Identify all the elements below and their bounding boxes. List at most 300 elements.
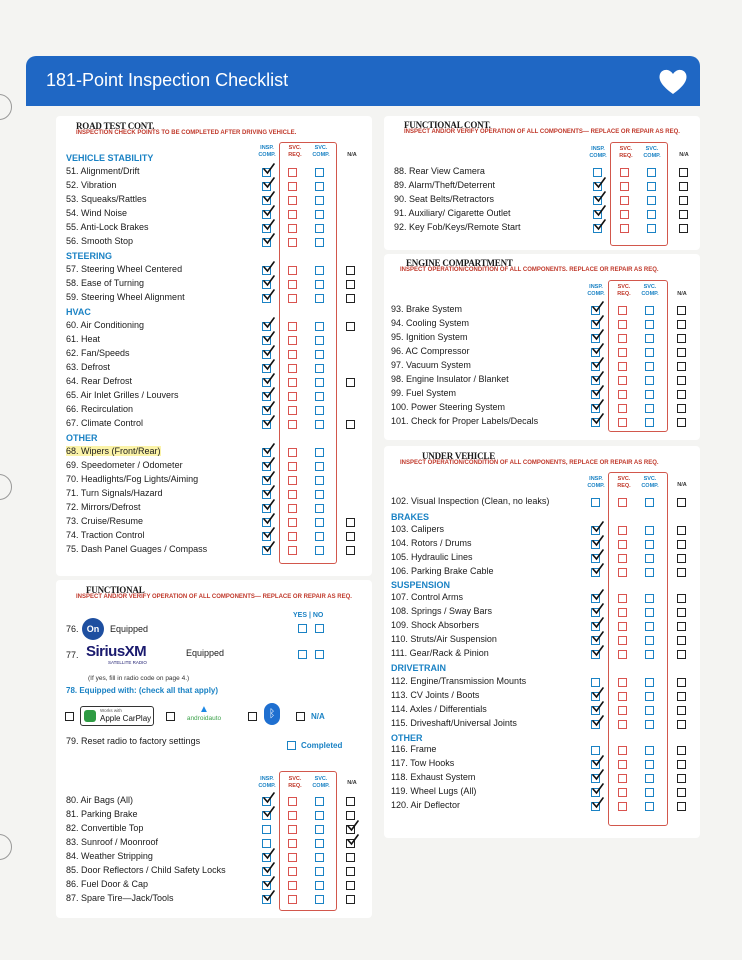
under-vehicle-title: UNDER VEHICLE [422, 451, 495, 461]
svc-comp-checkbox[interactable] [645, 774, 654, 783]
onstar-equipped-label: Equipped [110, 624, 149, 634]
checkmark-icon [263, 848, 275, 860]
svc-comp-checkbox[interactable] [645, 362, 654, 371]
checkmark-icon [263, 862, 275, 874]
svc-comp-checkbox[interactable] [315, 476, 324, 485]
na-checkbox[interactable] [677, 692, 686, 701]
checkmark-icon [263, 177, 275, 189]
svc-comp-checkbox[interactable] [645, 404, 654, 413]
col-svc-comp: SVC. COMP. [312, 776, 330, 789]
col-insp-comp: INSP. COMP. [589, 146, 607, 159]
svc-comp-checkbox[interactable] [645, 320, 654, 329]
svc-comp-checkbox[interactable] [645, 334, 654, 343]
checklist-item: 62. Fan/Speeds [66, 348, 130, 358]
svc-comp-checkbox[interactable] [645, 594, 654, 603]
na-checkbox[interactable] [679, 224, 688, 233]
checklist-item: 56. Smooth Stop [66, 236, 134, 246]
checkmark-icon [263, 806, 275, 818]
insp-comp-checkbox[interactable] [593, 168, 602, 177]
na-checkbox[interactable] [677, 334, 686, 343]
svc-req-checkbox[interactable] [288, 378, 297, 387]
checkmark-icon [263, 317, 275, 329]
checkmark-icon [592, 563, 604, 575]
svc-comp-checkbox[interactable] [645, 636, 654, 645]
svc-req-checkbox[interactable] [288, 168, 297, 177]
svc-req-checkbox[interactable] [618, 760, 627, 769]
svc-comp-checkbox[interactable] [315, 294, 324, 303]
svc-req-checkbox[interactable] [618, 334, 627, 343]
checklist-item: 109. Shock Absorbers [391, 620, 480, 630]
svc-comp-checkbox[interactable] [647, 210, 656, 219]
checkmark-icon [263, 191, 275, 203]
checkmark-icon [263, 485, 275, 497]
svc-comp-checkbox[interactable] [645, 498, 654, 507]
checklist-item: 97. Vacuum System [391, 360, 471, 370]
checkmark-icon [594, 219, 606, 231]
svc-req-checkbox[interactable] [288, 392, 297, 401]
svc-req-checkbox[interactable] [288, 811, 297, 820]
sirius-no-checkbox[interactable] [315, 650, 324, 659]
svc-req-checkbox[interactable] [618, 692, 627, 701]
checklist-item: 60. Air Conditioning [66, 320, 145, 330]
na-checkbox[interactable] [346, 811, 355, 820]
svc-column-frame [608, 280, 668, 432]
svc-comp-checkbox[interactable] [645, 692, 654, 701]
svc-comp-checkbox[interactable] [315, 811, 324, 820]
svc-req-checkbox[interactable] [288, 182, 297, 191]
checklist-item: 68. Wipers (Front/Rear) [66, 446, 161, 456]
cat-drivetrain: DRIVETRAIN [391, 663, 447, 673]
onstar-number: 76. [66, 624, 79, 634]
svc-comp-checkbox[interactable] [645, 554, 654, 563]
na-checkbox[interactable] [677, 376, 686, 385]
checkmark-icon [592, 797, 604, 809]
checkmark-icon [263, 792, 275, 804]
checklist-item: 54. Wind Noise [66, 208, 128, 218]
svc-comp-checkbox[interactable] [645, 650, 654, 659]
checklist-item: 117. Tow Hooks [391, 758, 455, 768]
na-checkbox[interactable] [677, 568, 686, 577]
checkmark-icon [592, 399, 604, 411]
cat-suspension: SUSPENSION [391, 580, 451, 590]
checkmark-icon [592, 755, 604, 767]
svc-comp-checkbox[interactable] [645, 526, 654, 535]
na-checkbox[interactable] [679, 182, 688, 191]
checklist-item: 114. Axles / Differentials [391, 704, 487, 714]
svc-req-checkbox[interactable] [618, 802, 627, 811]
insp-comp-checkbox[interactable] [591, 746, 600, 755]
engine-title: ENGINE COMPARTMENT [406, 258, 513, 268]
svc-comp-checkbox[interactable] [645, 540, 654, 549]
svc-req-checkbox[interactable] [618, 678, 627, 687]
col-svc-req: SVC. REQ. [619, 146, 633, 159]
svc-comp-checkbox[interactable] [315, 224, 324, 233]
checklist-item: 63. Defrost [66, 362, 111, 372]
checklist-item: 55. Anti-Lock Brakes [66, 222, 149, 232]
svc-comp-checkbox[interactable] [315, 336, 324, 345]
checklist-item: 58. Ease of Turning [66, 278, 145, 288]
equipped-na-checkbox[interactable] [296, 712, 305, 721]
na-checkbox[interactable] [677, 622, 686, 631]
na-checkbox[interactable] [346, 378, 355, 387]
svc-req-checkbox[interactable] [288, 476, 297, 485]
svc-comp-checkbox[interactable] [315, 238, 324, 247]
svc-comp-checkbox[interactable] [645, 348, 654, 357]
svc-req-checkbox[interactable] [288, 504, 297, 513]
svc-req-checkbox[interactable] [618, 526, 627, 535]
svc-req-checkbox[interactable] [288, 406, 297, 415]
svc-req-checkbox[interactable] [618, 636, 627, 645]
svc-comp-checkbox[interactable] [645, 568, 654, 577]
na-checkbox[interactable] [677, 306, 686, 315]
col-na: N/A [679, 152, 689, 158]
checklist-item: 53. Squeaks/Rattles [66, 194, 147, 204]
svc-comp-checkbox[interactable] [315, 378, 324, 387]
checklist-item: 88. Rear View Camera [394, 166, 485, 176]
svc-comp-checkbox[interactable] [315, 168, 324, 177]
na-checkbox[interactable] [346, 266, 355, 275]
android-auto-checkbox[interactable] [166, 712, 175, 721]
na-checkbox[interactable] [677, 418, 686, 427]
checkmark-icon [594, 191, 606, 203]
checkmark-icon [592, 385, 604, 397]
svc-comp-checkbox[interactable] [315, 895, 324, 904]
na-checkbox[interactable] [677, 540, 686, 549]
na-checkbox[interactable] [677, 390, 686, 399]
svc-req-checkbox[interactable] [618, 594, 627, 603]
checklist-item: 108. Springs / Sway Bars [391, 606, 493, 616]
svc-comp-checkbox[interactable] [315, 546, 324, 555]
svc-req-checkbox[interactable] [620, 224, 629, 233]
svc-comp-checkbox[interactable] [645, 706, 654, 715]
checkmark-icon [263, 541, 275, 553]
svc-req-checkbox[interactable] [288, 350, 297, 359]
insp-comp-checkbox[interactable] [262, 825, 271, 834]
checkmark-icon [263, 457, 275, 469]
svc-comp-checkbox[interactable] [645, 390, 654, 399]
svc-comp-checkbox[interactable] [315, 420, 324, 429]
na-checkbox[interactable] [346, 518, 355, 527]
na-checkbox[interactable] [677, 404, 686, 413]
checkmark-icon [592, 301, 604, 313]
na-checkbox[interactable] [677, 554, 686, 563]
checkmark-icon [263, 513, 275, 525]
checkmark-icon [592, 521, 604, 533]
svc-req-checkbox[interactable] [288, 518, 297, 527]
svc-req-checkbox[interactable] [288, 224, 297, 233]
na-checkbox[interactable] [677, 594, 686, 603]
svc-req-checkbox[interactable] [288, 825, 297, 834]
bluetooth-icon: ᛒ [264, 703, 280, 725]
carplay-checkbox[interactable] [65, 712, 74, 721]
svc-req-checkbox[interactable] [618, 788, 627, 797]
na-checkbox[interactable] [677, 760, 686, 769]
svc-comp-checkbox[interactable] [645, 802, 654, 811]
na-checkbox[interactable] [346, 797, 355, 806]
checklist-item: 66. Recirculation [66, 404, 134, 414]
insp-comp-checkbox[interactable] [591, 498, 600, 507]
onstar-yes-checkbox[interactable] [298, 624, 307, 633]
checkmark-icon [347, 820, 359, 832]
checkmark-icon [592, 535, 604, 547]
na-checkbox[interactable] [677, 608, 686, 617]
svc-req-checkbox[interactable] [288, 196, 297, 205]
svc-comp-checkbox[interactable] [315, 280, 324, 289]
svc-comp-checkbox[interactable] [315, 518, 324, 527]
svc-comp-checkbox[interactable] [315, 853, 324, 862]
na-checkbox[interactable] [677, 720, 686, 729]
checkmark-icon [592, 343, 604, 355]
svc-comp-checkbox[interactable] [315, 266, 324, 275]
svc-comp-checkbox[interactable] [315, 504, 324, 513]
insp-comp-checkbox[interactable] [262, 839, 271, 848]
svc-req-checkbox[interactable] [618, 650, 627, 659]
insp-comp-checkbox[interactable] [591, 678, 600, 687]
bluetooth-checkbox[interactable] [248, 712, 257, 721]
svc-comp-checkbox[interactable] [647, 224, 656, 233]
na-checkbox[interactable] [677, 774, 686, 783]
svc-req-checkbox[interactable] [288, 881, 297, 890]
svc-req-checkbox[interactable] [618, 774, 627, 783]
checkmark-icon [592, 603, 604, 615]
svc-comp-checkbox[interactable] [315, 392, 324, 401]
na-checkbox[interactable] [677, 362, 686, 371]
svc-comp-checkbox[interactable] [315, 839, 324, 848]
na-checkbox[interactable] [677, 526, 686, 535]
svc-comp-checkbox[interactable] [315, 364, 324, 373]
svc-req-checkbox[interactable] [618, 720, 627, 729]
checklist-item: 87. Spare Tire—Jack/Tools [66, 893, 174, 903]
checkmark-icon [263, 233, 275, 245]
svc-req-checkbox[interactable] [288, 364, 297, 373]
svc-req-checkbox[interactable] [618, 608, 627, 617]
cat-brakes: BRAKES [391, 512, 430, 522]
svc-req-checkbox[interactable] [618, 362, 627, 371]
col-svc-req: SVC. REQ. [617, 284, 631, 297]
svc-comp-checkbox[interactable] [315, 825, 324, 834]
na-checkbox[interactable] [677, 650, 686, 659]
svc-comp-checkbox[interactable] [315, 867, 324, 876]
svc-req-checkbox[interactable] [618, 622, 627, 631]
svc-comp-checkbox[interactable] [645, 306, 654, 315]
svc-comp-checkbox[interactable] [645, 788, 654, 797]
col-insp-comp: INSP. COMP. [587, 284, 605, 297]
svc-comp-checkbox[interactable] [647, 182, 656, 191]
checklist-item: 83. Sunroof / Moonroof [66, 837, 159, 847]
siriusxm-logo: SiriusXM SATELLITE RADIO [86, 643, 147, 665]
na-checkbox[interactable] [346, 895, 355, 904]
checkmark-icon [263, 415, 275, 427]
svc-comp-checkbox[interactable] [315, 532, 324, 541]
na-checkbox[interactable] [346, 420, 355, 429]
na-checkbox[interactable] [677, 802, 686, 811]
na-checkbox[interactable] [679, 210, 688, 219]
road-test-title: ROAD TEST CONT. [76, 121, 155, 131]
col-svc-comp: SVC. COMP. [641, 476, 659, 489]
checkmark-icon [592, 413, 604, 425]
svc-comp-checkbox[interactable] [315, 490, 324, 499]
svc-comp-checkbox[interactable] [645, 608, 654, 617]
checkmark-icon [592, 315, 604, 327]
svc-req-checkbox[interactable] [288, 420, 297, 429]
na-checkbox[interactable] [346, 853, 355, 862]
checkmark-icon [263, 527, 275, 539]
svc-comp-checkbox[interactable] [645, 376, 654, 385]
svc-comp-checkbox[interactable] [645, 720, 654, 729]
svc-req-checkbox[interactable] [618, 390, 627, 399]
svc-req-checkbox[interactable] [288, 322, 297, 331]
svc-req-checkbox[interactable] [620, 210, 629, 219]
heart-logo-icon [656, 64, 690, 98]
na-checkbox[interactable] [679, 196, 688, 205]
svc-req-checkbox[interactable] [288, 238, 297, 247]
punch-hole [0, 94, 12, 120]
svc-req-checkbox[interactable] [618, 554, 627, 563]
svc-req-checkbox[interactable] [618, 746, 627, 755]
checklist-item: 82. Convertible Top [66, 823, 144, 833]
equipped-na-label: N/A [311, 712, 325, 721]
na-checkbox[interactable] [346, 867, 355, 876]
checkmark-icon [594, 177, 606, 189]
checkmark-icon [592, 715, 604, 727]
checklist-item: 52. Vibration [66, 180, 117, 190]
checklist-item: 84. Weather Stripping [66, 851, 153, 861]
svc-comp-checkbox[interactable] [315, 448, 324, 457]
svc-req-checkbox[interactable] [288, 546, 297, 555]
svc-req-checkbox[interactable] [288, 839, 297, 848]
checkmark-icon [263, 275, 275, 287]
svc-req-checkbox[interactable] [288, 797, 297, 806]
svc-comp-checkbox[interactable] [645, 678, 654, 687]
svc-comp-checkbox[interactable] [645, 418, 654, 427]
svc-req-checkbox[interactable] [618, 404, 627, 413]
sirius-yes-checkbox[interactable] [298, 650, 307, 659]
checklist-item: 61. Heat [66, 334, 101, 344]
checkmark-icon [592, 617, 604, 629]
page-header [26, 56, 700, 106]
checklist-item: 80. Air Bags (All) [66, 795, 134, 805]
svc-req-checkbox[interactable] [288, 462, 297, 471]
svc-comp-checkbox[interactable] [645, 622, 654, 631]
svc-comp-checkbox[interactable] [315, 406, 324, 415]
checklist-item: 102. Visual Inspection (Clean, no leaks) [391, 496, 550, 506]
svc-req-checkbox[interactable] [618, 568, 627, 577]
svc-req-checkbox[interactable] [618, 376, 627, 385]
checklist-item: 96. AC Compressor [391, 346, 470, 356]
na-checkbox[interactable] [677, 746, 686, 755]
svc-req-checkbox[interactable] [288, 280, 297, 289]
svc-req-checkbox[interactable] [288, 336, 297, 345]
punch-hole [0, 834, 12, 860]
svc-req-checkbox[interactable] [288, 210, 297, 219]
svc-req-checkbox[interactable] [620, 168, 629, 177]
svc-req-checkbox[interactable] [288, 532, 297, 541]
svc-req-checkbox[interactable] [288, 448, 297, 457]
cat-other: OTHER [66, 433, 98, 443]
svc-req-checkbox[interactable] [618, 540, 627, 549]
svc-req-checkbox[interactable] [618, 320, 627, 329]
checklist-item: 104. Rotors / Drums [391, 538, 472, 548]
cat-vehicle-stability: VEHICLE STABILITY [66, 153, 154, 163]
svc-comp-checkbox[interactable] [315, 881, 324, 890]
col-na: N/A [677, 482, 687, 488]
na-checkbox[interactable] [677, 320, 686, 329]
svc-comp-checkbox[interactable] [315, 210, 324, 219]
na-checkbox[interactable] [346, 546, 355, 555]
na-checkbox[interactable] [677, 678, 686, 687]
na-checkbox[interactable] [346, 294, 355, 303]
reset-completed-checkbox[interactable] [287, 741, 296, 750]
svc-comp-checkbox[interactable] [647, 168, 656, 177]
carplay-icon [84, 710, 96, 722]
checkmark-icon [592, 357, 604, 369]
checklist-item: 112. Engine/Transmission Mounts [391, 676, 527, 686]
checklist-item: 116. Frame [391, 744, 437, 754]
na-checkbox[interactable] [346, 881, 355, 890]
svc-comp-checkbox[interactable] [315, 196, 324, 205]
na-checkbox[interactable] [677, 636, 686, 645]
svc-comp-checkbox[interactable] [647, 196, 656, 205]
svc-comp-checkbox[interactable] [315, 350, 324, 359]
carplay-badge: Works with Apple CarPlay [80, 706, 154, 726]
reset-completed-label: Completed [301, 741, 343, 750]
checklist-item: 115. Driveshaft/Universal Joints [391, 718, 517, 728]
engine-subtitle: INSPECT OPERATION/CONDITION OF ALL COMPONENTS. REPLACE OR REPAIR AS REQ. [400, 267, 659, 273]
svc-req-checkbox[interactable] [618, 498, 627, 507]
na-checkbox[interactable] [677, 788, 686, 797]
na-checkbox[interactable] [679, 168, 688, 177]
na-checkbox[interactable] [677, 706, 686, 715]
onstar-no-checkbox[interactable] [315, 624, 324, 633]
svc-comp-checkbox[interactable] [315, 322, 324, 331]
col-svc-comp: SVC. COMP. [643, 146, 661, 159]
svc-comp-checkbox[interactable] [315, 462, 324, 471]
svc-req-checkbox[interactable] [618, 306, 627, 315]
svc-req-checkbox[interactable] [618, 418, 627, 427]
checkmark-icon [263, 401, 275, 413]
svc-req-checkbox[interactable] [620, 196, 629, 205]
svc-comp-checkbox[interactable] [645, 760, 654, 769]
svc-req-checkbox[interactable] [620, 182, 629, 191]
na-checkbox[interactable] [346, 532, 355, 541]
checkmark-icon [263, 289, 275, 301]
na-checkbox[interactable] [677, 498, 686, 507]
checklist-item: 94. Cooling System [391, 318, 470, 328]
svc-req-checkbox[interactable] [288, 867, 297, 876]
svc-req-checkbox[interactable] [618, 348, 627, 357]
road-test-subtitle: INSPECTION CHECK POINTS TO BE COMPLETED AFTER DRIVING VEHICLE. [76, 130, 297, 136]
col-svc-comp: SVC. COMP. [641, 284, 659, 297]
checklist-item: 65. Air Inlet Grilles / Louvers [66, 390, 179, 400]
na-checkbox[interactable] [346, 322, 355, 331]
svc-comp-checkbox[interactable] [315, 797, 324, 806]
svc-req-checkbox[interactable] [618, 706, 627, 715]
svc-req-checkbox[interactable] [288, 490, 297, 499]
na-checkbox[interactable] [677, 348, 686, 357]
punch-hole [0, 474, 12, 500]
checklist-item: 86. Fuel Door & Cap [66, 879, 149, 889]
svc-req-checkbox[interactable] [288, 266, 297, 275]
onstar-logo-icon: On [82, 618, 104, 640]
svc-req-checkbox[interactable] [288, 294, 297, 303]
svc-comp-checkbox[interactable] [645, 746, 654, 755]
checklist-item: 100. Power Steering System [391, 402, 506, 412]
svc-req-checkbox[interactable] [288, 895, 297, 904]
checklist-item: 59. Steering Wheel Alignment [66, 292, 185, 302]
na-checkbox[interactable] [346, 280, 355, 289]
svc-req-checkbox[interactable] [288, 853, 297, 862]
svc-comp-checkbox[interactable] [315, 182, 324, 191]
